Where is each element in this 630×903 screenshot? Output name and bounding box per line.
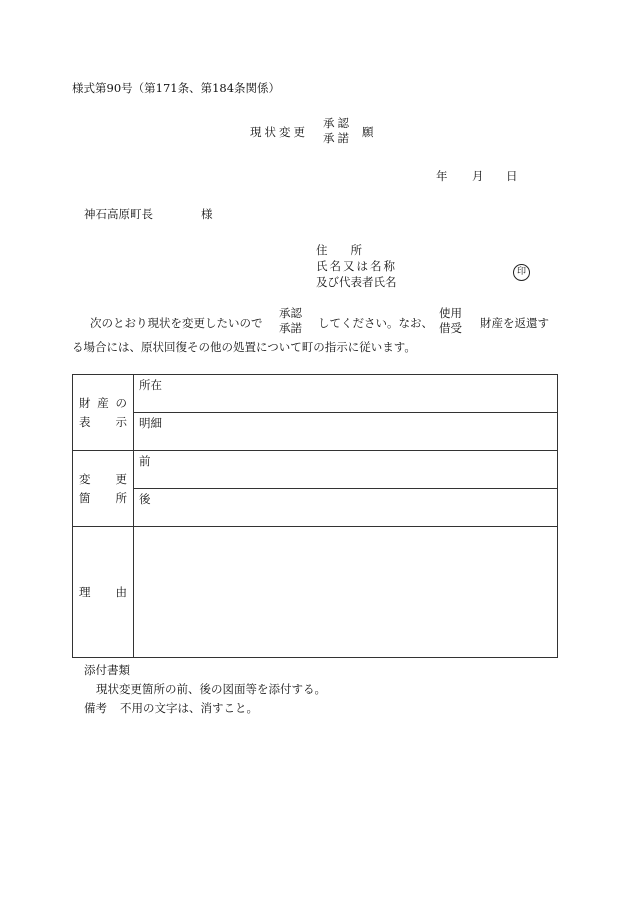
after-cell[interactable] <box>134 489 558 527</box>
title-suffix: 願 <box>362 125 374 139</box>
representative-label: 及び代表者氏名 <box>316 275 397 289</box>
body-option-use: 使用 <box>439 306 462 320</box>
form-number: 様式第90号（第171条、第184条関係） <box>72 81 281 95</box>
before-label: 前 <box>139 454 151 468</box>
attachments-text: 現状変更箇所の前、後の図面等を添付する。 <box>96 682 326 696</box>
address-label: 住 所 <box>316 243 362 257</box>
reason-label-cell: 理 由 <box>73 527 134 658</box>
before-cell[interactable] <box>134 451 558 489</box>
remarks-text: 不用の文字は、消すこと。 <box>120 701 258 715</box>
body-text-line2: る場合には、原状回復その他の処置について町の指示に従います。 <box>72 340 416 354</box>
reason-cell[interactable] <box>134 527 558 658</box>
body-text-part3: 財産を返還す <box>480 316 549 330</box>
recipient-honorific: 様 <box>201 207 213 221</box>
after-label: 後 <box>139 492 151 506</box>
property-table <box>72 374 558 658</box>
property-label-cell: 財 産 の 表 示 <box>73 375 134 451</box>
body-option-consent: 承諾 <box>279 321 302 335</box>
attachments-heading: 添付書類 <box>84 663 130 677</box>
recipient-name: 神石高原町長 <box>84 207 153 221</box>
date-year: 年 <box>436 169 448 183</box>
title-option-consent: 承諾 <box>323 131 352 145</box>
seal-mark: 印 <box>513 264 530 281</box>
body-text-part2: してください。なお、 <box>318 316 433 330</box>
remarks-label: 備考 <box>84 701 107 715</box>
body-option-borrow: 借受 <box>439 321 462 335</box>
title-option-approval: 承認 <box>323 116 352 130</box>
date-day: 日 <box>506 169 518 183</box>
details-label: 明細 <box>139 416 162 430</box>
details-cell[interactable] <box>134 413 558 451</box>
change-location-label-cell: 変 更 箇 所 <box>73 451 134 527</box>
name-label: 氏名又は名称 <box>316 259 397 273</box>
location-cell[interactable] <box>134 375 558 413</box>
location-label: 所在 <box>139 378 162 392</box>
body-text-part1: 次のとおり現状を変更したいので <box>90 316 263 330</box>
date-month: 月 <box>472 169 484 183</box>
title-prefix: 現状変更 <box>250 125 308 139</box>
body-option-approval: 承認 <box>279 306 302 320</box>
